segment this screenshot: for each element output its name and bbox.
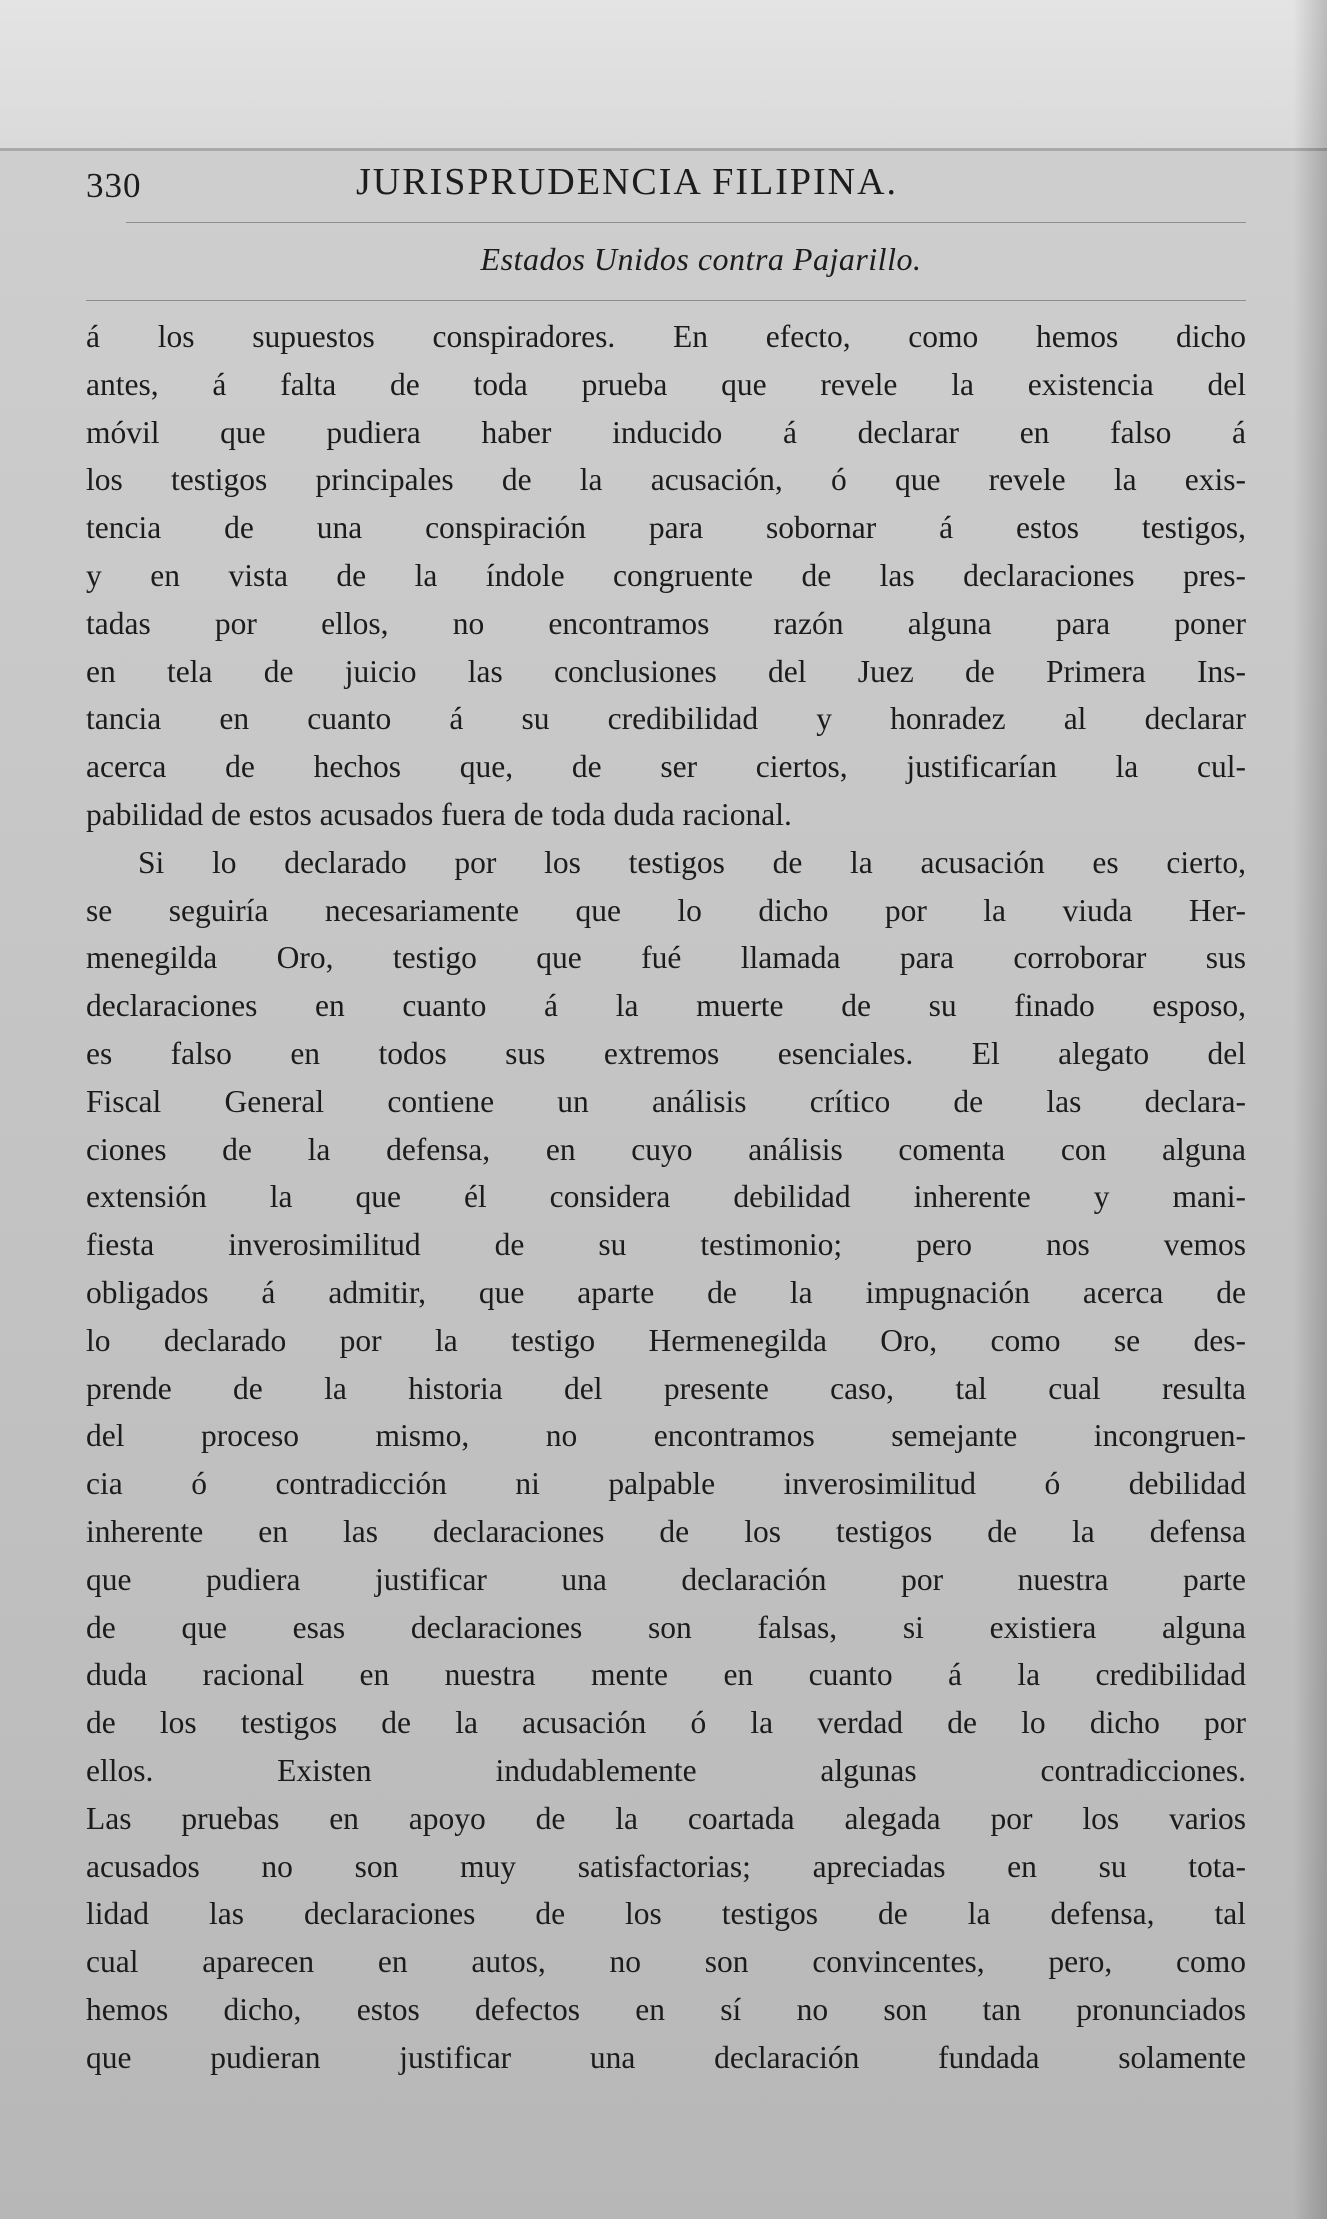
text-line: que pudieran justificar una declaración fundada solamente	[86, 2039, 1246, 2075]
text-line: pabilidad de estos acusados fuera de toda duda racional.	[86, 796, 792, 832]
text-line: acerca de hechos que, de ser ciertos, justificarían la cul-	[86, 749, 1246, 785]
text-line: fiesta inverosimilitud de su testimonio; pero nos vemos	[86, 1227, 1246, 1263]
page-top-edge	[0, 148, 1327, 151]
text-line: extensión la que él considera debilidad inherente y mani-	[86, 1179, 1246, 1215]
text-line: Las pruebas en apoyo de la coartada alegada por los varios	[86, 1800, 1246, 1836]
text-line: cia ó contradicción ni palpable inverosimilitud ó debilidad	[86, 1466, 1246, 1502]
text-line: que pudiera justificar una declaración por nuestra parte	[86, 1561, 1246, 1597]
paragraph-2	[86, 839, 1246, 2082]
text-line: Fiscal General contiene un análisis crítico de las declara-	[86, 1083, 1246, 1119]
text-line: declaraciones en cuanto á la muerte de su finado esposo,	[86, 988, 1246, 1024]
text-line: tancia en cuanto á su credibilidad y honradez al declarar	[86, 701, 1246, 737]
running-head	[86, 160, 1246, 216]
paragraph-1	[86, 313, 1246, 839]
text-line: y en vista de la índole congruente de las declaraciones pres-	[86, 557, 1246, 593]
text-line: se seguiría necesariamente que lo dicho por la viuda Her-	[86, 892, 1246, 928]
text-line: los testigos principales de la acusación, ó que revele la exis-	[86, 462, 1246, 498]
text-line: lo declarado por la testigo Hermenegilda Oro, como se des-	[86, 1322, 1246, 1358]
text-line: es falso en todos sus extremos esenciales. El alegato del	[86, 1035, 1246, 1071]
text-line: ellos. Existen indudablemente algunas contradicciones.	[86, 1752, 1246, 1788]
text-line: duda racional en nuestra mente en cuanto á la credibilidad	[86, 1657, 1246, 1693]
text-line: tadas por ellos, no encontramos razón alguna para poner	[86, 605, 1246, 641]
header-rule-top	[126, 222, 1246, 223]
text-line: obligados á admitir, que aparte de la impugnación acerca de	[86, 1274, 1246, 1310]
text-line: de que esas declaraciones son falsas, si existiera alguna	[86, 1609, 1246, 1645]
text-line: Si lo declarado por los testigos de la acusación es cierto,	[138, 844, 1246, 880]
text-line: lidad las declaraciones de los testigos de la defensa, tal	[86, 1896, 1246, 1932]
text-line: móvil que pudiera haber inducido á declarar en falso á	[86, 414, 1246, 450]
text-line: menegilda Oro, testigo que fué llamada para corroborar sus	[86, 940, 1246, 976]
case-title: Estados Unidos contra Pajarillo.	[480, 241, 922, 277]
text-line: en tela de juicio las conclusiones del Juez de Primera Ins-	[86, 653, 1246, 689]
text-line: cual aparecen en autos, no son convincentes, pero, como	[86, 1944, 1246, 1980]
header-rule-bottom	[86, 300, 1246, 301]
text-line: inherente en las declaraciones de los testigos de la defensa	[86, 1513, 1246, 1549]
body-text	[86, 313, 1246, 2081]
text-line: acusados no son muy satisfactorias; apreciadas en su tota-	[86, 1848, 1246, 1884]
text-line: prende de la historia del presente caso, tal cual resulta	[86, 1370, 1246, 1406]
text-line: ciones de la defensa, en cuyo análisis comenta con alguna	[86, 1131, 1246, 1167]
journal-title: JURISPRUDENCIA FILIPINA.	[356, 161, 899, 203]
text-line: á los supuestos conspiradores. En efecto, como hemos dicho	[86, 319, 1246, 354]
text-line: hemos dicho, estos defectos en sí no son tan pronunciados	[86, 1991, 1246, 2027]
book-page	[86, 160, 1246, 2081]
text-line: de los testigos de la acusación ó la verdad de lo dicho por	[86, 1705, 1246, 1741]
text-line: tencia de una conspiración para sobornar á estos testigos,	[86, 510, 1246, 546]
text-line: antes, á falta de toda prueba que revele la existencia del	[86, 366, 1246, 402]
page-number: 330	[86, 166, 142, 205]
scan-top-margin	[0, 0, 1327, 148]
text-line: del proceso mismo, no encontramos semejante incongruen-	[86, 1418, 1246, 1454]
binding-shadow	[1293, 0, 1327, 2219]
